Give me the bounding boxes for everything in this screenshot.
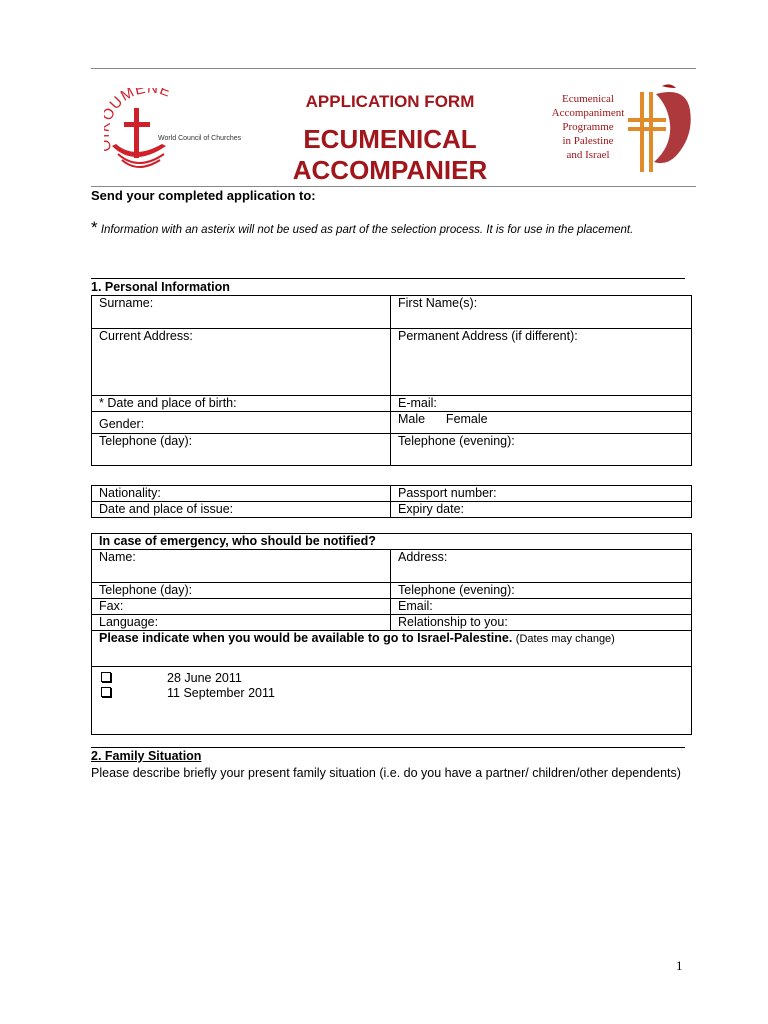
wcc-logo bbox=[104, 88, 254, 174]
nationality-field[interactable] bbox=[92, 486, 391, 502]
form-title bbox=[270, 124, 510, 186]
logo-line-3: Programme bbox=[562, 121, 614, 133]
date-option-2[interactable] bbox=[101, 686, 691, 701]
emergency-address-label: Address: bbox=[398, 550, 448, 564]
emergency-table bbox=[91, 533, 692, 735]
checkbox-icon[interactable] bbox=[101, 672, 111, 682]
personal-info-table bbox=[91, 295, 692, 466]
logo-line-5: and Israel bbox=[566, 149, 610, 161]
tel-day-field[interactable] bbox=[92, 434, 391, 466]
nationality-label: Nationality: bbox=[99, 486, 161, 500]
logo-subtitle: World Council of Churches bbox=[158, 135, 242, 142]
emergency-language-label: Language: bbox=[99, 615, 159, 629]
tel-day-label: Telephone (day): bbox=[99, 434, 193, 448]
emergency-tel-evening-field[interactable] bbox=[391, 583, 692, 599]
logo-line-4: in Palestine bbox=[562, 135, 614, 147]
section2-title bbox=[91, 749, 201, 763]
form-label: APPLICATION FORM bbox=[305, 92, 475, 111]
first-names-label: First Name(s): bbox=[398, 296, 478, 310]
email-label: E-mail: bbox=[398, 396, 437, 410]
gender-options-text: Male Female bbox=[398, 412, 488, 426]
asterisk-note-text: Information with an asterix will not be used as part of the selection process. It is for use in the placement. bbox=[100, 224, 634, 236]
passport-table bbox=[91, 485, 692, 518]
availability-dates bbox=[92, 667, 692, 735]
emergency-fax-field[interactable] bbox=[92, 599, 391, 615]
emergency-email-label: Email: bbox=[398, 599, 433, 613]
emergency-relationship-field[interactable] bbox=[391, 615, 692, 631]
passport-number-field[interactable] bbox=[391, 486, 692, 502]
family-prompt: Please describe briefly your present family situation (i.e. do you have a partner/ children/other dependents) bbox=[91, 766, 681, 780]
gender-field[interactable] bbox=[92, 412, 391, 434]
permanent-address-field[interactable] bbox=[391, 329, 692, 396]
section2-rule bbox=[91, 747, 685, 748]
availability-note: (Dates may change) bbox=[515, 633, 615, 645]
title-line-2: ACCOMPANIER bbox=[292, 155, 488, 185]
emergency-relationship-label: Relationship to you: bbox=[398, 615, 508, 629]
first-names-field[interactable] bbox=[391, 296, 692, 329]
issue-field[interactable] bbox=[92, 502, 391, 518]
emergency-tel-day-label: Telephone (day): bbox=[99, 583, 193, 597]
current-address-label: Current Address: bbox=[99, 329, 193, 343]
dob-label: * Date and place of birth: bbox=[99, 396, 237, 410]
eappi-logo bbox=[536, 80, 696, 180]
checkbox-icon[interactable] bbox=[101, 687, 111, 697]
availability-text: Please indicate when you would be available to go to Israel-Palestine. bbox=[99, 631, 513, 645]
availability-prompt bbox=[92, 631, 692, 667]
current-address-field[interactable] bbox=[92, 329, 391, 396]
section2-title-text: 2. Family Situation bbox=[91, 749, 202, 763]
emergency-name-field[interactable] bbox=[92, 550, 391, 583]
emergency-name-label: Name: bbox=[99, 550, 136, 564]
gender-options[interactable] bbox=[391, 412, 692, 434]
emergency-heading: In case of emergency, who should be notified? bbox=[92, 534, 692, 550]
emergency-tel-day-field[interactable] bbox=[92, 583, 391, 599]
emergency-address-field[interactable] bbox=[391, 550, 692, 583]
emergency-language-field[interactable] bbox=[92, 615, 391, 631]
tel-evening-field[interactable] bbox=[391, 434, 692, 466]
logo-line-2: Accompaniment bbox=[551, 107, 625, 119]
gender-label: Gender: bbox=[99, 417, 145, 431]
surname-label: Surname: bbox=[99, 296, 154, 310]
passport-number-label: Passport number: bbox=[398, 486, 497, 500]
expiry-label: Expiry date: bbox=[398, 502, 465, 516]
section1-title: 1. Personal Information bbox=[91, 280, 230, 294]
asterisk-note bbox=[91, 220, 683, 238]
surname-field[interactable] bbox=[92, 296, 391, 329]
logo-arc-text: UMENE bbox=[106, 88, 174, 113]
date-option-1-label: 28 June 2011 bbox=[167, 671, 242, 685]
date-option-1[interactable] bbox=[101, 671, 691, 686]
top-rule bbox=[91, 68, 696, 69]
tel-evening-label: Telephone (evening): bbox=[398, 434, 515, 448]
logo-line-1: Ecumenical bbox=[562, 93, 614, 105]
expiry-field[interactable] bbox=[391, 502, 692, 518]
date-option-2-label: 11 September 2011 bbox=[167, 686, 275, 700]
permanent-address-label: Permanent Address (if different): bbox=[398, 329, 578, 343]
asterisk: * bbox=[91, 218, 98, 237]
dob-field[interactable] bbox=[92, 396, 391, 412]
emergency-tel-evening-label: Telephone (evening): bbox=[398, 583, 515, 597]
email-field[interactable] bbox=[391, 396, 692, 412]
emergency-fax-label: Fax: bbox=[99, 599, 124, 613]
page-number: 1 bbox=[676, 958, 683, 973]
emergency-email-field[interactable] bbox=[391, 599, 692, 615]
title-line-1: ECUMENICAL bbox=[303, 124, 477, 154]
section1-rule bbox=[91, 278, 685, 279]
issue-label: Date and place of issue: bbox=[99, 502, 234, 516]
send-heading: Send your completed application to: bbox=[91, 188, 316, 203]
header-rule bbox=[91, 186, 696, 187]
